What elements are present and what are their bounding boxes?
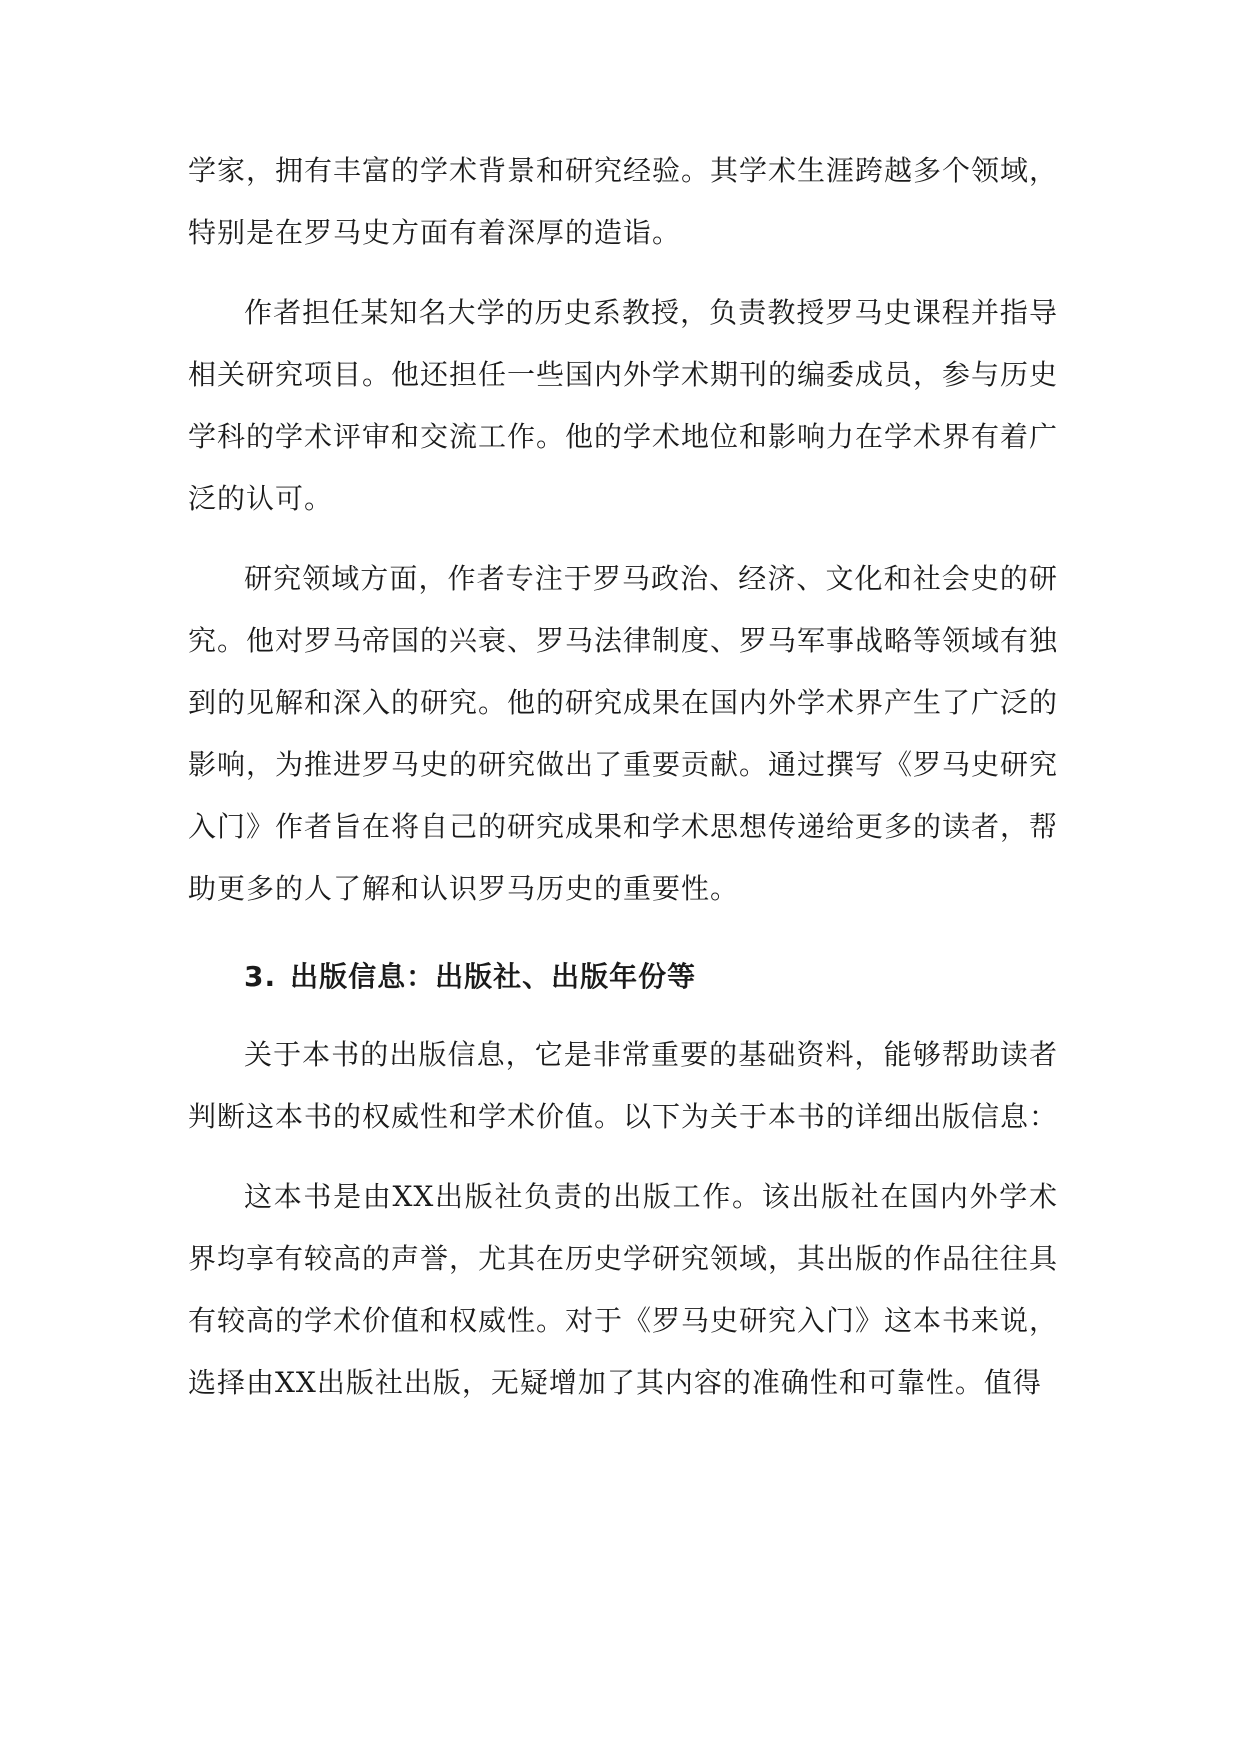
document-body: [188, 140, 1058, 1432]
paragraph-continuation: 学家，拥有丰富的学术背景和研究经验。其学术生涯跨越多个领域，特别是在罗马史方面有着深厚的造诣。: [188, 154, 1059, 249]
paragraph-publisher: 这本书是由XX出版社负责的出版工作。该出版社在国内外学术界均享有较高的声誉，尤其在历史学研究领域，其出版的作品往往具有较高的学术价值和权威性。对于《罗马史研究入门》这本书来说，选择由XX出版社出版，无疑增加了其内容的准确性和可靠性。值得: [188, 1180, 1059, 1399]
paragraph-publication-intro: 关于本书的出版信息，它是非常重要的基础资料，能够帮助读者判断这本书的权威性和学术价值。以下为关于本书的详细出版信息：: [188, 1038, 1059, 1133]
paragraph-author-position: 作者担任某知名大学的历史系教授，负责教授罗马史课程并指导相关研究项目。他还担任一些国内外学术期刊的编委成员，参与历史学科的学术评审和交流工作。他的学术地位和影响力在学术界有着广泛的认可。: [188, 296, 1059, 515]
section-heading: [188, 946, 1058, 1008]
section-number: 3.: [244, 960, 277, 993]
paragraph-research-fields: 研究领域方面，作者专注于罗马政治、经济、文化和社会史的研究。他对罗马帝国的兴衰、罗马法律制度、罗马军事战略等领域有独到的见解和深入的研究。他的研究成果在国内外学术界产生了广泛的影响，为推进罗马史的研究做出了重要贡献。通过撰写《罗马史研究入门》作者旨在将自己的研究成果和学术思想传递给更多的读者，帮助更多的人了解和认识罗马历史的重要性。: [188, 562, 1059, 905]
section-title: 出版信息：出版社、出版年份等: [290, 960, 697, 993]
